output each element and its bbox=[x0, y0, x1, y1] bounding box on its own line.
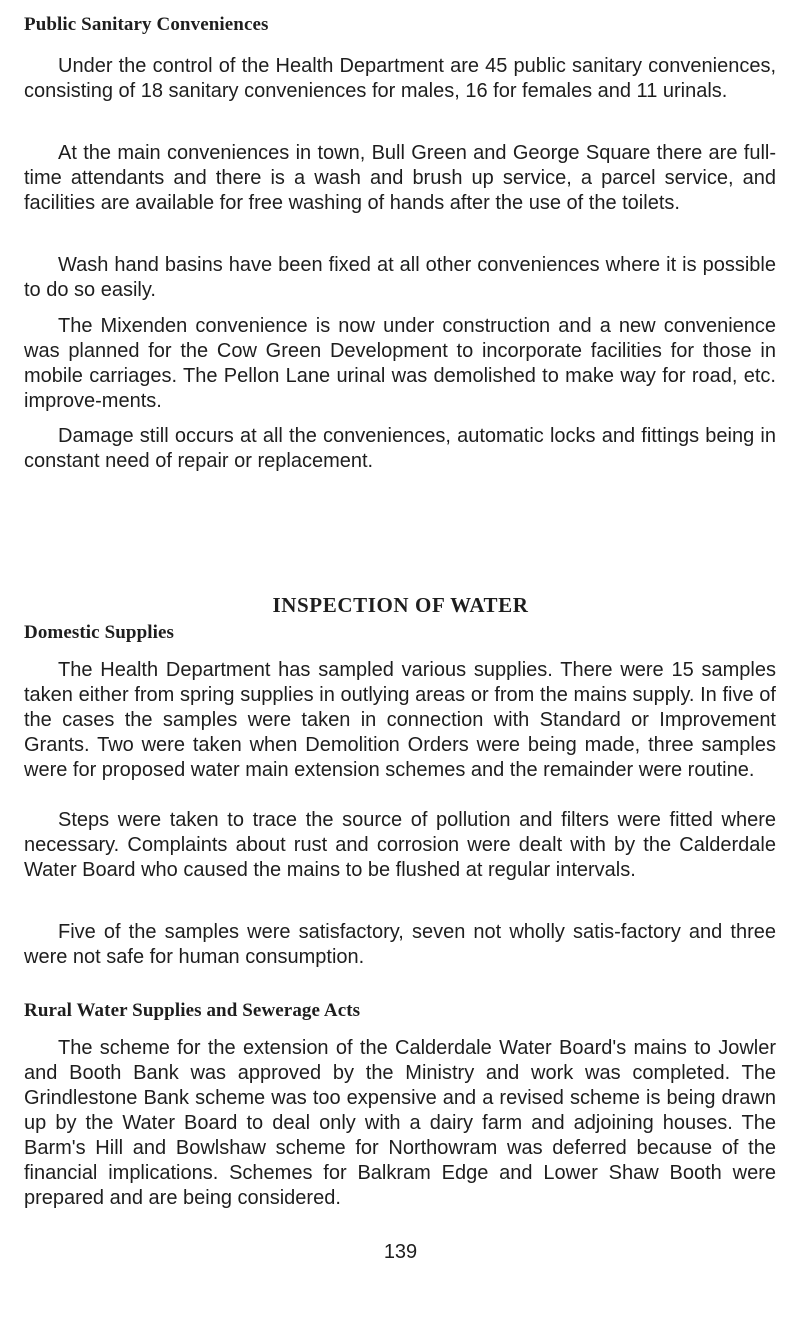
heading-rural-water-supplies: Rural Water Supplies and Sewerage Acts bbox=[24, 1000, 361, 1021]
page-number: 139 bbox=[383, 1241, 418, 1263]
paragraph-calderdale-scheme: The scheme for the extension of the Calderdale Water Board's mains to Jowler and Booth Bank was approved by the Ministry and work was completed. The Grindlestone Bank scheme was too expensive and a revised scheme is being drawn up by the Water Board to deal only with a dairy farm and adjoining houses. The Barm's Hill and Bowlshaw scheme for Northowram was deferred because of the financial implications. Schemes for Balkram Edge and Lower Shaw Booth were prepared and are being considered. bbox=[24, 1037, 776, 1209]
paragraph-conveniences-count: Under the control of the Health Department are 45 public sanitary conveniences, consisting of 18 sanitary conveniences for males, 16 for females and 11 urinals. bbox=[24, 55, 776, 102]
paragraph-pollution: Steps were taken to trace the source of pollution and filters were fitted where necessary. Complaints about rust and corrosion were dealt with by the Calderdale Water Board who caused the mains to be flushed at regular intervals. bbox=[24, 809, 776, 881]
paragraph-main-conveniences: At the main conveniences in town, Bull Green and George Square there are full-time attendants and there is a wash and brush up service, a parcel service, and facilities are available for free washing of hands after the use of the toilets. bbox=[24, 142, 776, 214]
paragraph-results: Five of the samples were satisfactory, seven not wholly satis-factory and three were not safe for human consumption. bbox=[24, 921, 776, 968]
heading-public-sanitary-conveniences: Public Sanitary Conveniences bbox=[24, 14, 269, 35]
paragraph-wash-basins: Wash hand basins have been fixed at all other conveniences where it is possible to do so easily. bbox=[24, 254, 776, 301]
heading-inspection-of-water: INSPECTION OF WATER bbox=[272, 593, 529, 617]
paragraph-damage: Damage still occurs at all the conveniences, automatic locks and fittings being in constant need of repair or replacement. bbox=[24, 425, 776, 472]
paragraph-mixenden: The Mixenden convenience is now under construction and a new convenience was planned for the Cow Green Development to incorporate facilities for those in mobile carriages. The Pellon Lane urinal was demolished to make way for road, etc. improve-ments. bbox=[24, 315, 776, 412]
heading-domestic-supplies: Domestic Supplies bbox=[24, 622, 175, 643]
paragraph-sampling: The Health Department has sampled various supplies. There were 15 samples taken either from spring supplies in outlying areas or from the mains supply. In five of the cases the samples were taken in connection with Standard or Improvement Grants. Two were taken when Demolition Orders were being made, three samples were for proposed water main extension schemes and the remainder were routine. bbox=[24, 659, 776, 781]
